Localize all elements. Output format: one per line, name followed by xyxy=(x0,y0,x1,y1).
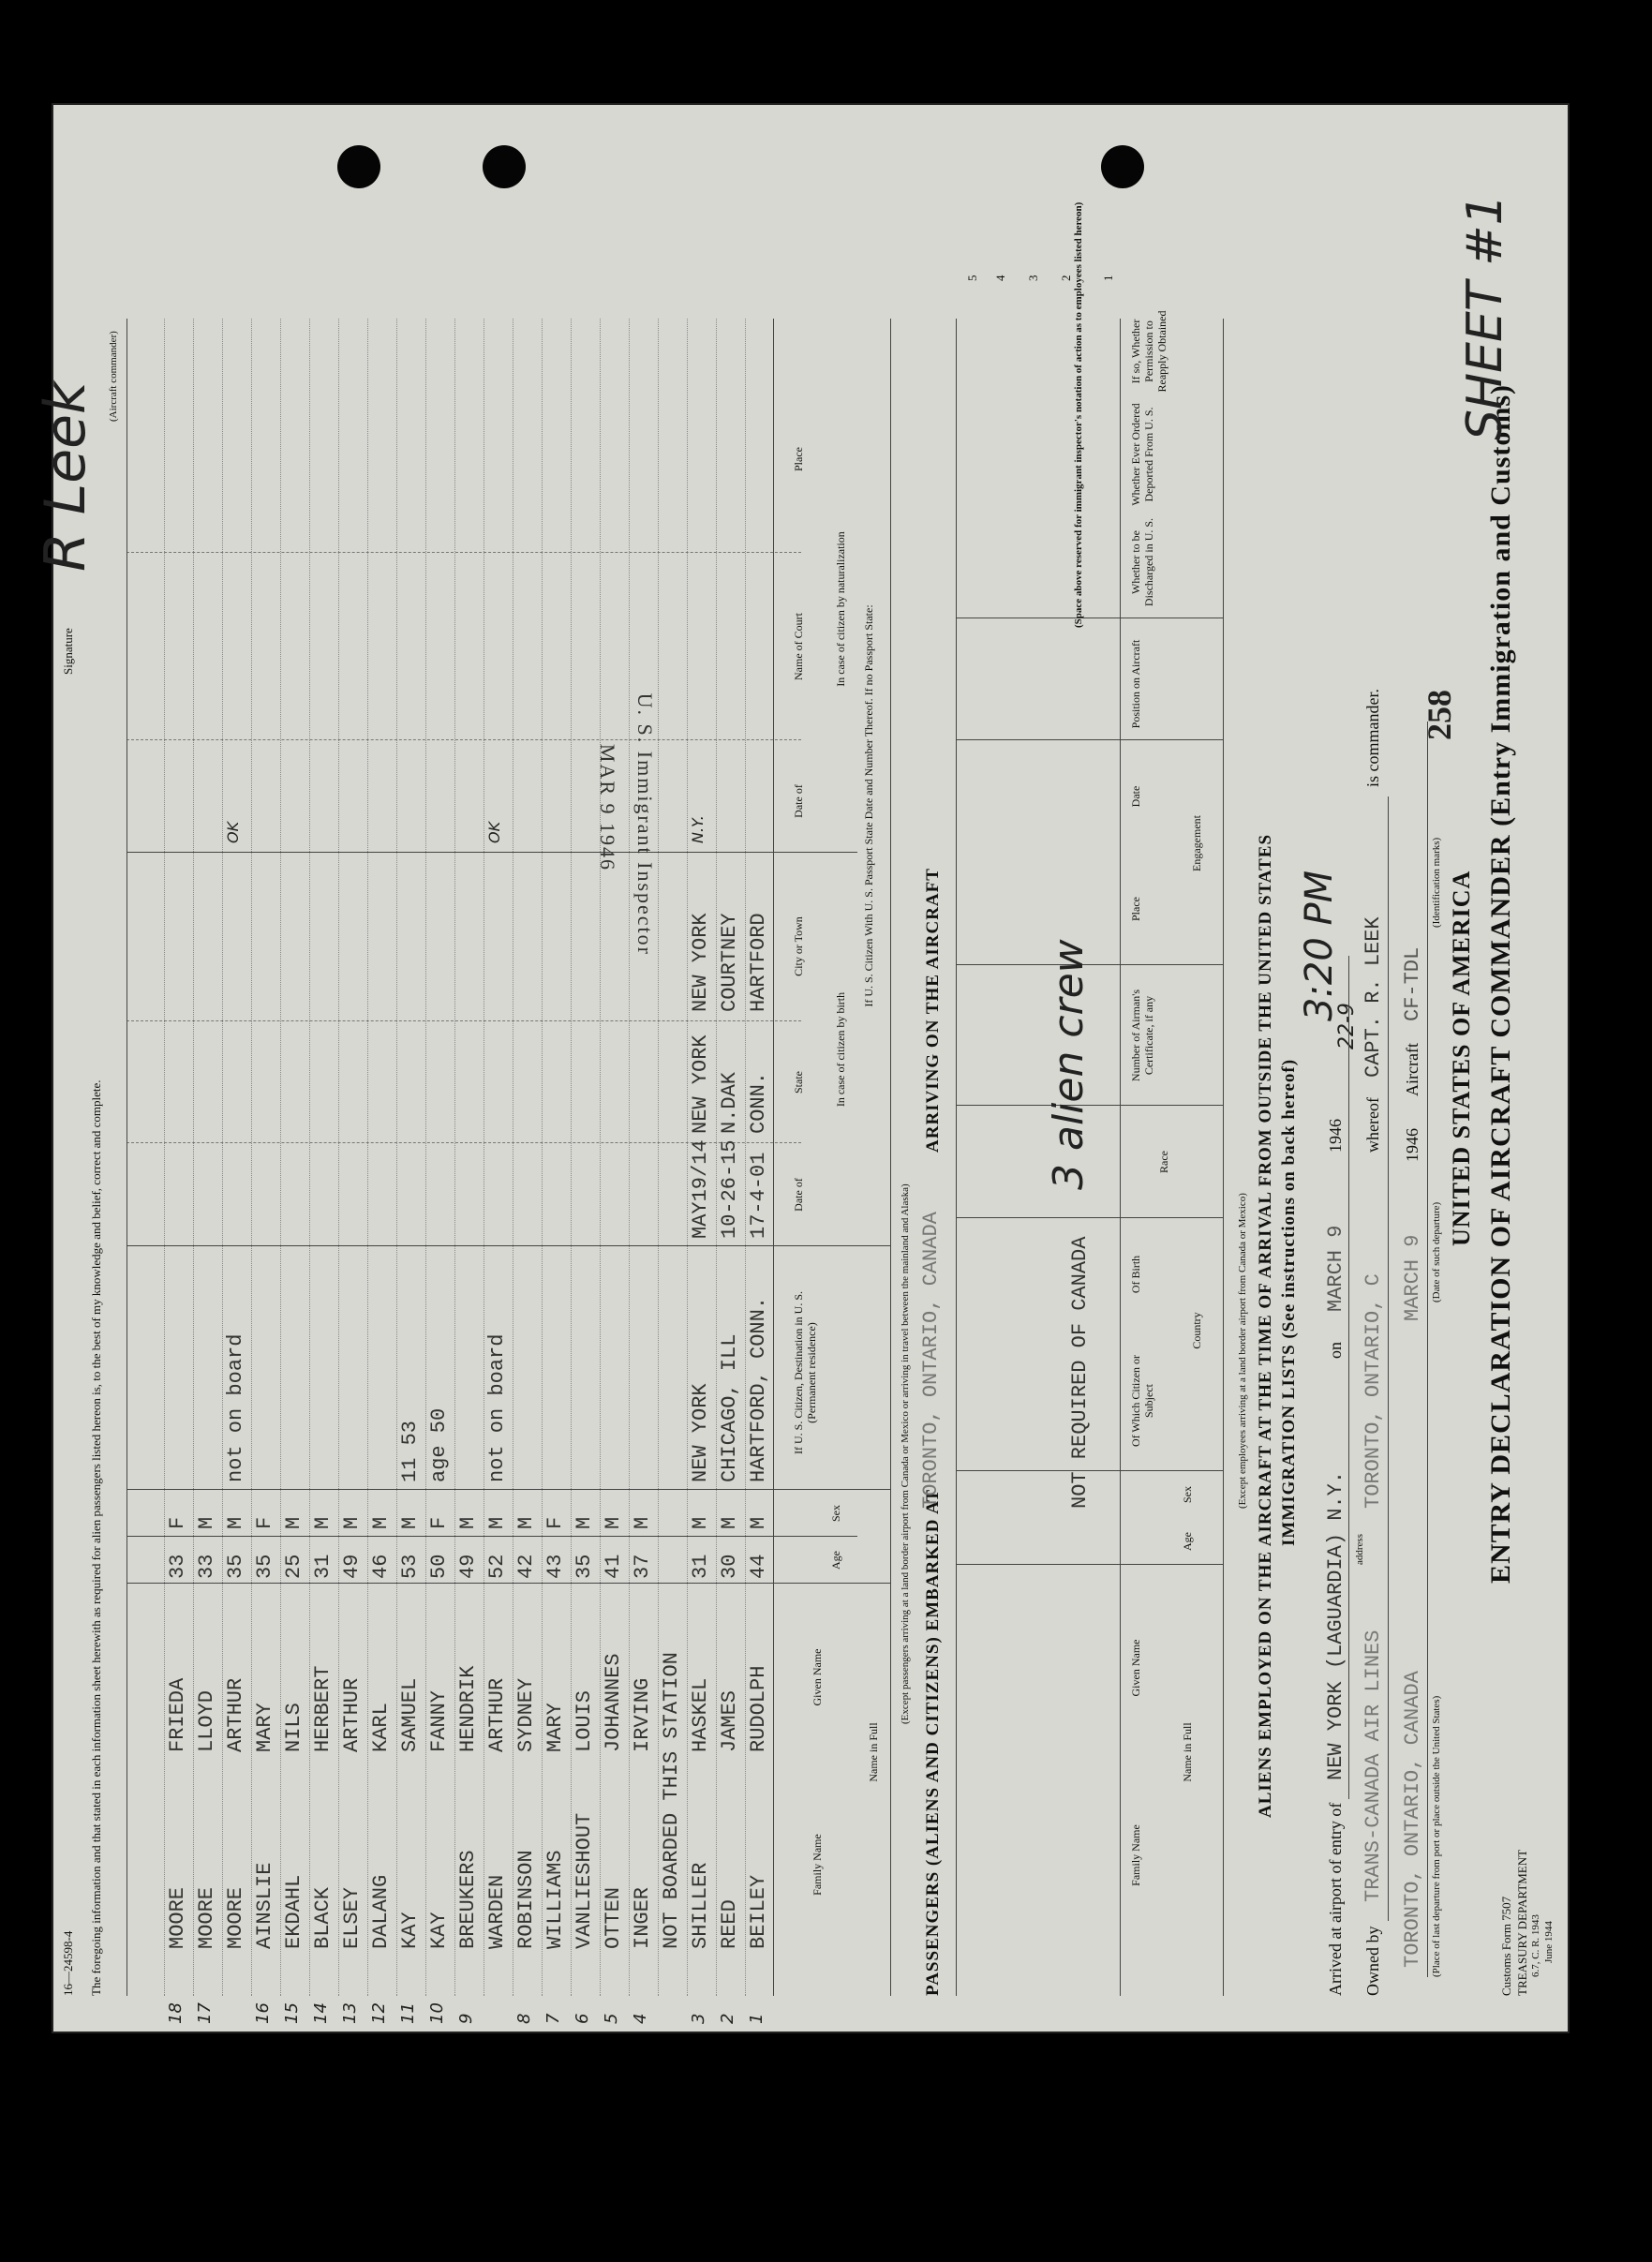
crew-col-deported: Whether Ever Ordered Deported From U. S. xyxy=(1129,403,1155,506)
passenger-embarked-at: TORONTO, ONTARIO, CANADA xyxy=(919,1212,943,1509)
crew-col-discharged: Whether to be Discharged in U. S. xyxy=(1129,517,1155,607)
crew-col-birth: Of Birth xyxy=(1129,1255,1142,1294)
age: 33 xyxy=(166,1554,189,1579)
arrival-airport: NEW YORK (LAGUARDIA) N.Y. xyxy=(1324,1470,1347,1780)
family-name: OTTEN xyxy=(602,1886,625,1949)
stamp-number: 258 xyxy=(1421,690,1458,740)
aircraft-label: Aircraft xyxy=(1403,1043,1421,1096)
declaration-form xyxy=(33,103,1570,2033)
pass-col-us-citizen: If U. S. Citizen With U. S. Passport State Date and Number Thereof. If no Passport State: xyxy=(862,604,875,1007)
aircraft-caption: (Identification marks) xyxy=(1431,837,1442,928)
row-number: 8 xyxy=(514,2013,534,2024)
pass-col-date-of: Date of xyxy=(792,784,805,818)
crew-subheading: ALIENS EMPLOYED ON THE AIRCRAFT AT THE TIME OF ARRIVAL FROM OUTSIDE THE UNITED STATES xyxy=(1256,833,1275,1818)
row-rule xyxy=(658,319,659,1996)
crew-reserved-note: (Space above reserved for immigrant inspector's notation of action as to employees listed hereon) xyxy=(1073,201,1084,628)
passenger-row xyxy=(687,319,715,2024)
row-number: 6 xyxy=(573,2013,592,2024)
destination: 11 53 xyxy=(398,1420,422,1482)
pass-col-state: State xyxy=(792,1071,805,1094)
hand-time: 3:20 PM xyxy=(1298,870,1341,1021)
family-name: MOORE xyxy=(224,1886,247,1949)
age: 31 xyxy=(311,1554,335,1579)
passenger-row xyxy=(396,319,424,2024)
form-title: ENTRY DECLARATION OF AIRCRAFT COMMANDER (Entry Immigration and Customs) xyxy=(1485,384,1516,1584)
passenger-note: (Except passengers arriving at a land border airport from Canada or Mexico or arriving in travel between the mainland and Alaska) xyxy=(900,1183,911,1724)
crew-col-age: Age xyxy=(1181,1532,1194,1551)
row-rule xyxy=(222,319,223,1996)
destination: NEW YORK xyxy=(689,1383,712,1482)
destination: HARTFORD, CONN. xyxy=(747,1296,770,1482)
passenger-row xyxy=(745,319,773,2024)
given-name: JAMES xyxy=(718,1689,741,1752)
passenger-table-top xyxy=(890,319,891,1996)
sex: F xyxy=(427,1516,451,1529)
family-name: DALANG xyxy=(369,1874,393,1949)
crew-col-place: Place xyxy=(1129,897,1142,921)
pass-col-place: Place xyxy=(792,447,805,471)
sex: M xyxy=(456,1516,480,1529)
row-rule xyxy=(542,319,543,1996)
row-number: 1 xyxy=(747,2013,766,2024)
row-number: 12 xyxy=(369,2002,389,2024)
row-rule xyxy=(164,319,165,1996)
age: 35 xyxy=(224,1554,247,1579)
aircraft-marks: CF-TDL xyxy=(1401,946,1424,1021)
sex: M xyxy=(514,1516,538,1529)
given-name: HENDRIK xyxy=(456,1665,480,1752)
given-name: NILS xyxy=(282,1703,305,1752)
sex: F xyxy=(543,1516,567,1529)
row-rule xyxy=(193,319,194,1996)
passenger-row xyxy=(338,319,366,2024)
row-note: N.Y. xyxy=(689,815,707,843)
pass-col-sex: Sex xyxy=(829,1505,842,1522)
age: 35 xyxy=(573,1554,596,1579)
family-name: INGER xyxy=(631,1886,654,1949)
commander: CAPT. R. LEEK xyxy=(1362,916,1385,1078)
row-note: OK xyxy=(485,821,503,843)
given-name: SYDNEY xyxy=(514,1677,538,1752)
departure-date-caption: (Date of such departure) xyxy=(1431,1201,1442,1302)
age: 43 xyxy=(543,1554,567,1579)
footer-statement: The foregoing information and that stated in each information sheet herewith as required for alien passengers listed hereon is, to the best of my knowledge and belief, correct and complete. xyxy=(89,1079,103,1996)
row-rule xyxy=(367,319,368,1996)
birth-city: COURTNEY xyxy=(718,913,741,1012)
departure-caption: (Place of last departure from port or place outside the United States) xyxy=(1431,1695,1442,1977)
family-name: SHILLER xyxy=(689,1862,712,1949)
row-rule xyxy=(716,319,717,1996)
given-name: RUDOLPH xyxy=(747,1665,770,1752)
passenger-row xyxy=(658,319,686,1996)
owned-by-label: Owned by xyxy=(1363,1926,1382,1996)
birth-city: HARTFORD xyxy=(747,913,770,1012)
sex: M xyxy=(282,1516,305,1529)
sex: M xyxy=(602,1516,625,1529)
passenger-row xyxy=(484,319,512,1996)
department: TREASURY DEPARTMENT xyxy=(1515,1849,1529,1996)
commander-suffix: is commander. xyxy=(1363,689,1382,787)
crew-col-family: Family Name xyxy=(1129,1824,1142,1886)
age: 33 xyxy=(195,1554,218,1579)
on-label: on xyxy=(1326,1342,1345,1359)
crew-col-given: Given Name xyxy=(1129,1639,1142,1697)
family-name: REED xyxy=(718,1899,741,1949)
pass-col-dob: Date of xyxy=(792,1178,805,1212)
row-rule xyxy=(629,319,630,1996)
pass-col-given: Given Name xyxy=(811,1648,824,1706)
crew-divider xyxy=(956,1217,1223,1218)
crew-col-race: Race xyxy=(1157,1151,1170,1173)
family-name: KAY xyxy=(398,1912,422,1949)
sex: M xyxy=(311,1516,335,1529)
passenger-heading-suffix: ARRIVING ON THE AIRCRAFT xyxy=(923,868,943,1153)
pass-col-name: Name in Full xyxy=(867,1722,880,1782)
passenger-row xyxy=(367,319,395,2024)
passenger-row xyxy=(629,319,657,2024)
family-name: KAY xyxy=(427,1912,451,1949)
destination: CHICAGO, ILL xyxy=(718,1333,741,1482)
passenger-row xyxy=(454,319,483,2024)
given-name: MARY xyxy=(543,1703,567,1752)
sex: M xyxy=(573,1516,596,1529)
row-rule xyxy=(338,319,339,1996)
family-name: BEILEY xyxy=(747,1874,770,1949)
crew-col-engagement: Engagement xyxy=(1190,815,1203,871)
sex: M xyxy=(718,1516,741,1529)
passenger-row xyxy=(716,319,744,2024)
row-number: 16 xyxy=(253,2002,273,2024)
arrival-rule xyxy=(1348,956,1349,1799)
sex: M xyxy=(689,1516,712,1529)
family-name: WILLIAMS xyxy=(543,1850,567,1949)
departure-rule xyxy=(1427,722,1428,1977)
given-name: IRVING xyxy=(631,1677,654,1752)
crew-table-top xyxy=(1223,319,1224,1996)
family-name: BREUKERS xyxy=(456,1850,480,1949)
crew-row-number: 1 xyxy=(1101,275,1115,281)
crew-typed-entry: NOT REQUIRED OF CANADA xyxy=(1068,1236,1092,1509)
sex: M xyxy=(631,1516,654,1529)
age: 44 xyxy=(747,1554,770,1579)
row-number: 7 xyxy=(543,2013,563,2024)
passenger-row xyxy=(600,319,628,2024)
pass-col-by-birth: In case of citizen by birth xyxy=(834,991,847,1108)
signature-label: Signature xyxy=(61,628,75,675)
row-number: 5 xyxy=(602,2013,621,2024)
passenger-row xyxy=(542,319,570,2024)
row-rule xyxy=(309,319,310,1996)
row-number: 13 xyxy=(340,2002,360,2024)
owner-address: TORONTO, ONTARIO, C xyxy=(1362,1273,1385,1509)
row-number: 2 xyxy=(718,2013,737,2024)
given-name: HERBERT xyxy=(311,1665,335,1752)
age: 30 xyxy=(718,1554,741,1579)
passenger-row xyxy=(164,319,192,2024)
family-name: VANLIESHOUT xyxy=(573,1812,596,1949)
print-code: 16—24598-4 xyxy=(61,1930,75,1996)
pass-col-court: Name of Court xyxy=(792,613,805,680)
crew-row-number: 2 xyxy=(1059,275,1073,281)
arrival-date: MARCH 9 xyxy=(1324,1225,1347,1312)
destination: not on board xyxy=(224,1333,247,1482)
sex: F xyxy=(253,1516,276,1529)
passenger-row xyxy=(280,319,308,2024)
row-number: 4 xyxy=(631,2013,650,2024)
sex: M xyxy=(340,1516,364,1529)
crew-row-number: 4 xyxy=(993,275,1007,281)
row-note: OK xyxy=(224,821,242,843)
age: 53 xyxy=(398,1554,422,1579)
given-name: KARL xyxy=(369,1703,393,1752)
age: 35 xyxy=(253,1554,276,1579)
departure-date: MARCH 9 xyxy=(1401,1234,1424,1321)
pass-col-by-naturalization: In case of citizen by naturalization xyxy=(834,531,847,687)
passenger-row xyxy=(571,319,599,2024)
row-number: 9 xyxy=(456,2013,476,2024)
age: 52 xyxy=(485,1554,509,1579)
family-name: BLACK xyxy=(311,1886,335,1949)
passenger-row xyxy=(425,319,454,2024)
row-rule xyxy=(571,319,572,1996)
passenger-row xyxy=(251,319,279,2024)
given-name: ARTHUR xyxy=(485,1677,509,1752)
crew-col-position: Position on Aircraft xyxy=(1129,639,1142,729)
crew-col-date: Date xyxy=(1129,785,1142,808)
row-number: 15 xyxy=(282,2002,302,2024)
family-name: MOORE xyxy=(195,1886,218,1949)
crew-heading: IMMIGRATION LISTS (See instructions on back hereof) xyxy=(1279,1058,1299,1546)
age: 46 xyxy=(369,1554,393,1579)
owner: TRANS-CANADA AIR LINES xyxy=(1362,1630,1385,1902)
sex: M xyxy=(485,1516,509,1529)
crew-col-citizen: Of Which Citizen or Subject xyxy=(1129,1354,1155,1448)
pass-col-age: Age xyxy=(829,1551,842,1570)
age: 37 xyxy=(631,1554,654,1579)
destination: age 50 xyxy=(427,1407,451,1482)
date-of-birth: MAY19/14 xyxy=(689,1139,712,1239)
row-rule xyxy=(745,319,746,1996)
given-name: ARTHUR xyxy=(340,1677,364,1752)
sex: M xyxy=(398,1516,422,1529)
pass-col-family: Family Name xyxy=(811,1834,824,1896)
crew-header-rule xyxy=(1120,319,1121,1996)
crew-row-number: 3 xyxy=(1026,275,1040,281)
arrived-label: Arrived at airport of entry of xyxy=(1326,1802,1345,1996)
family-name: MOORE xyxy=(166,1886,189,1949)
crew-table-bottom xyxy=(956,319,957,1996)
regulation-ref: 6.7, C. R. 1943 xyxy=(1530,1914,1541,1977)
date-of-birth: 17-4-01 xyxy=(747,1152,770,1239)
passenger-row xyxy=(309,319,337,2024)
hand-code: 22-9 xyxy=(1335,1003,1359,1049)
row-rule xyxy=(425,319,426,1996)
destination: not on board xyxy=(485,1333,509,1482)
birth-city: NEW YORK xyxy=(689,913,712,1012)
row-rule xyxy=(396,319,397,1996)
family-name: NOT BOARDED THIS STATION xyxy=(660,1652,683,1949)
given-name: FRIEDA xyxy=(166,1677,189,1752)
address-label: address xyxy=(1354,1534,1365,1565)
row-number: 14 xyxy=(311,2002,331,2024)
given-name: MARY xyxy=(253,1703,276,1752)
row-number: 3 xyxy=(689,2013,708,2024)
age: 50 xyxy=(427,1554,451,1579)
age: 25 xyxy=(282,1554,305,1579)
crew-divider xyxy=(956,1564,1223,1565)
crew-divider xyxy=(956,739,1223,740)
row-rule xyxy=(687,319,688,1996)
crew-col-name: Name in Full xyxy=(1181,1722,1194,1782)
passenger-row xyxy=(193,319,221,2024)
sex: M xyxy=(747,1516,770,1529)
birth-state: NEW YORK xyxy=(689,1034,712,1134)
owner-rule xyxy=(1388,796,1389,1921)
whereof-label: whereof xyxy=(1363,1097,1382,1153)
family-name: WARDEN xyxy=(485,1874,509,1949)
crew-col-cert: Number of Airman's Certificate, if any xyxy=(1129,989,1155,1082)
given-name: FANNY xyxy=(427,1689,451,1752)
passenger-row xyxy=(513,319,541,2024)
age: 49 xyxy=(340,1554,364,1579)
row-number: 11 xyxy=(398,2002,418,2024)
given-name: JOHANNES xyxy=(602,1653,625,1752)
row-rule xyxy=(280,319,281,1996)
inspector-stamp-line1: U. S. Immigrant Inspector xyxy=(633,692,657,956)
birth-state: CONN. xyxy=(747,1071,770,1134)
date-of-birth: 10-26-15 xyxy=(718,1139,741,1239)
row-rule xyxy=(600,319,601,1996)
crew-col-country: Country xyxy=(1190,1312,1203,1349)
age: 41 xyxy=(602,1554,625,1579)
family-name: ELSEY xyxy=(340,1886,364,1949)
given-name: HASKEL xyxy=(689,1677,712,1752)
form-date: June 1944 xyxy=(1543,1921,1555,1963)
row-rule xyxy=(251,319,252,1996)
row-rule xyxy=(454,319,455,1996)
row-number: 18 xyxy=(166,2002,186,2024)
family-name: AINSLIE xyxy=(253,1862,276,1949)
form-number: Customs Form 7507 xyxy=(1499,1896,1513,1996)
signature-caption: (Aircraft commander) xyxy=(108,331,119,422)
commander-signature: R Leek xyxy=(33,381,98,572)
passenger-heading: PASSENGERS (ALIENS AND CITIZENS) EMBARKED AT xyxy=(923,1488,943,1996)
given-name: ARTHUR xyxy=(224,1677,247,1752)
sex: M xyxy=(369,1516,393,1529)
pass-col-destination: If U. S. Citizen, Destination in U. S. (Permanent residence) xyxy=(792,1291,818,1454)
sex: M xyxy=(195,1516,218,1529)
family-name: EKDAHL xyxy=(282,1874,305,1949)
crew-col-permission: If so, Whether Permission to Reapply Obtained xyxy=(1129,310,1168,393)
year-1: 1946 xyxy=(1403,1128,1421,1162)
crew-col-sex: Sex xyxy=(1181,1486,1194,1503)
age: 31 xyxy=(689,1554,712,1579)
sheet-mark: SHEET #1 xyxy=(1457,194,1513,440)
pass-col-city: City or Town xyxy=(792,916,805,976)
crew-row-number: 5 xyxy=(965,275,979,281)
passenger-row xyxy=(222,319,250,1996)
age: 49 xyxy=(456,1554,480,1579)
inspector-stamp-line2: MAR 9 1946 xyxy=(596,743,619,871)
sex: F xyxy=(166,1516,189,1529)
row-number: 17 xyxy=(195,2002,215,2024)
departure-place: TORONTO, ONTARIO, CANADA xyxy=(1401,1671,1424,1968)
given-name: SAMUEL xyxy=(398,1677,422,1752)
country-title: UNITED STATES OF AMERICA xyxy=(1448,870,1475,1246)
crew-note: (Except employees arriving at a land border airport from Canada or Mexico) xyxy=(1237,1193,1248,1509)
age: 42 xyxy=(514,1554,538,1579)
family-name: ROBINSON xyxy=(514,1850,538,1949)
sex: M xyxy=(224,1516,247,1529)
given-name: LOUIS xyxy=(573,1689,596,1752)
year-2: 1946 xyxy=(1326,1119,1345,1153)
passenger-header-rule xyxy=(773,319,774,1996)
birth-state: N.DAK xyxy=(718,1071,741,1134)
document-sheet xyxy=(33,103,1570,2033)
crew-hand-entry: 3 alien crew xyxy=(1045,939,1093,1190)
row-number: 10 xyxy=(427,2002,447,2024)
given-name: LLOYD xyxy=(195,1689,218,1752)
